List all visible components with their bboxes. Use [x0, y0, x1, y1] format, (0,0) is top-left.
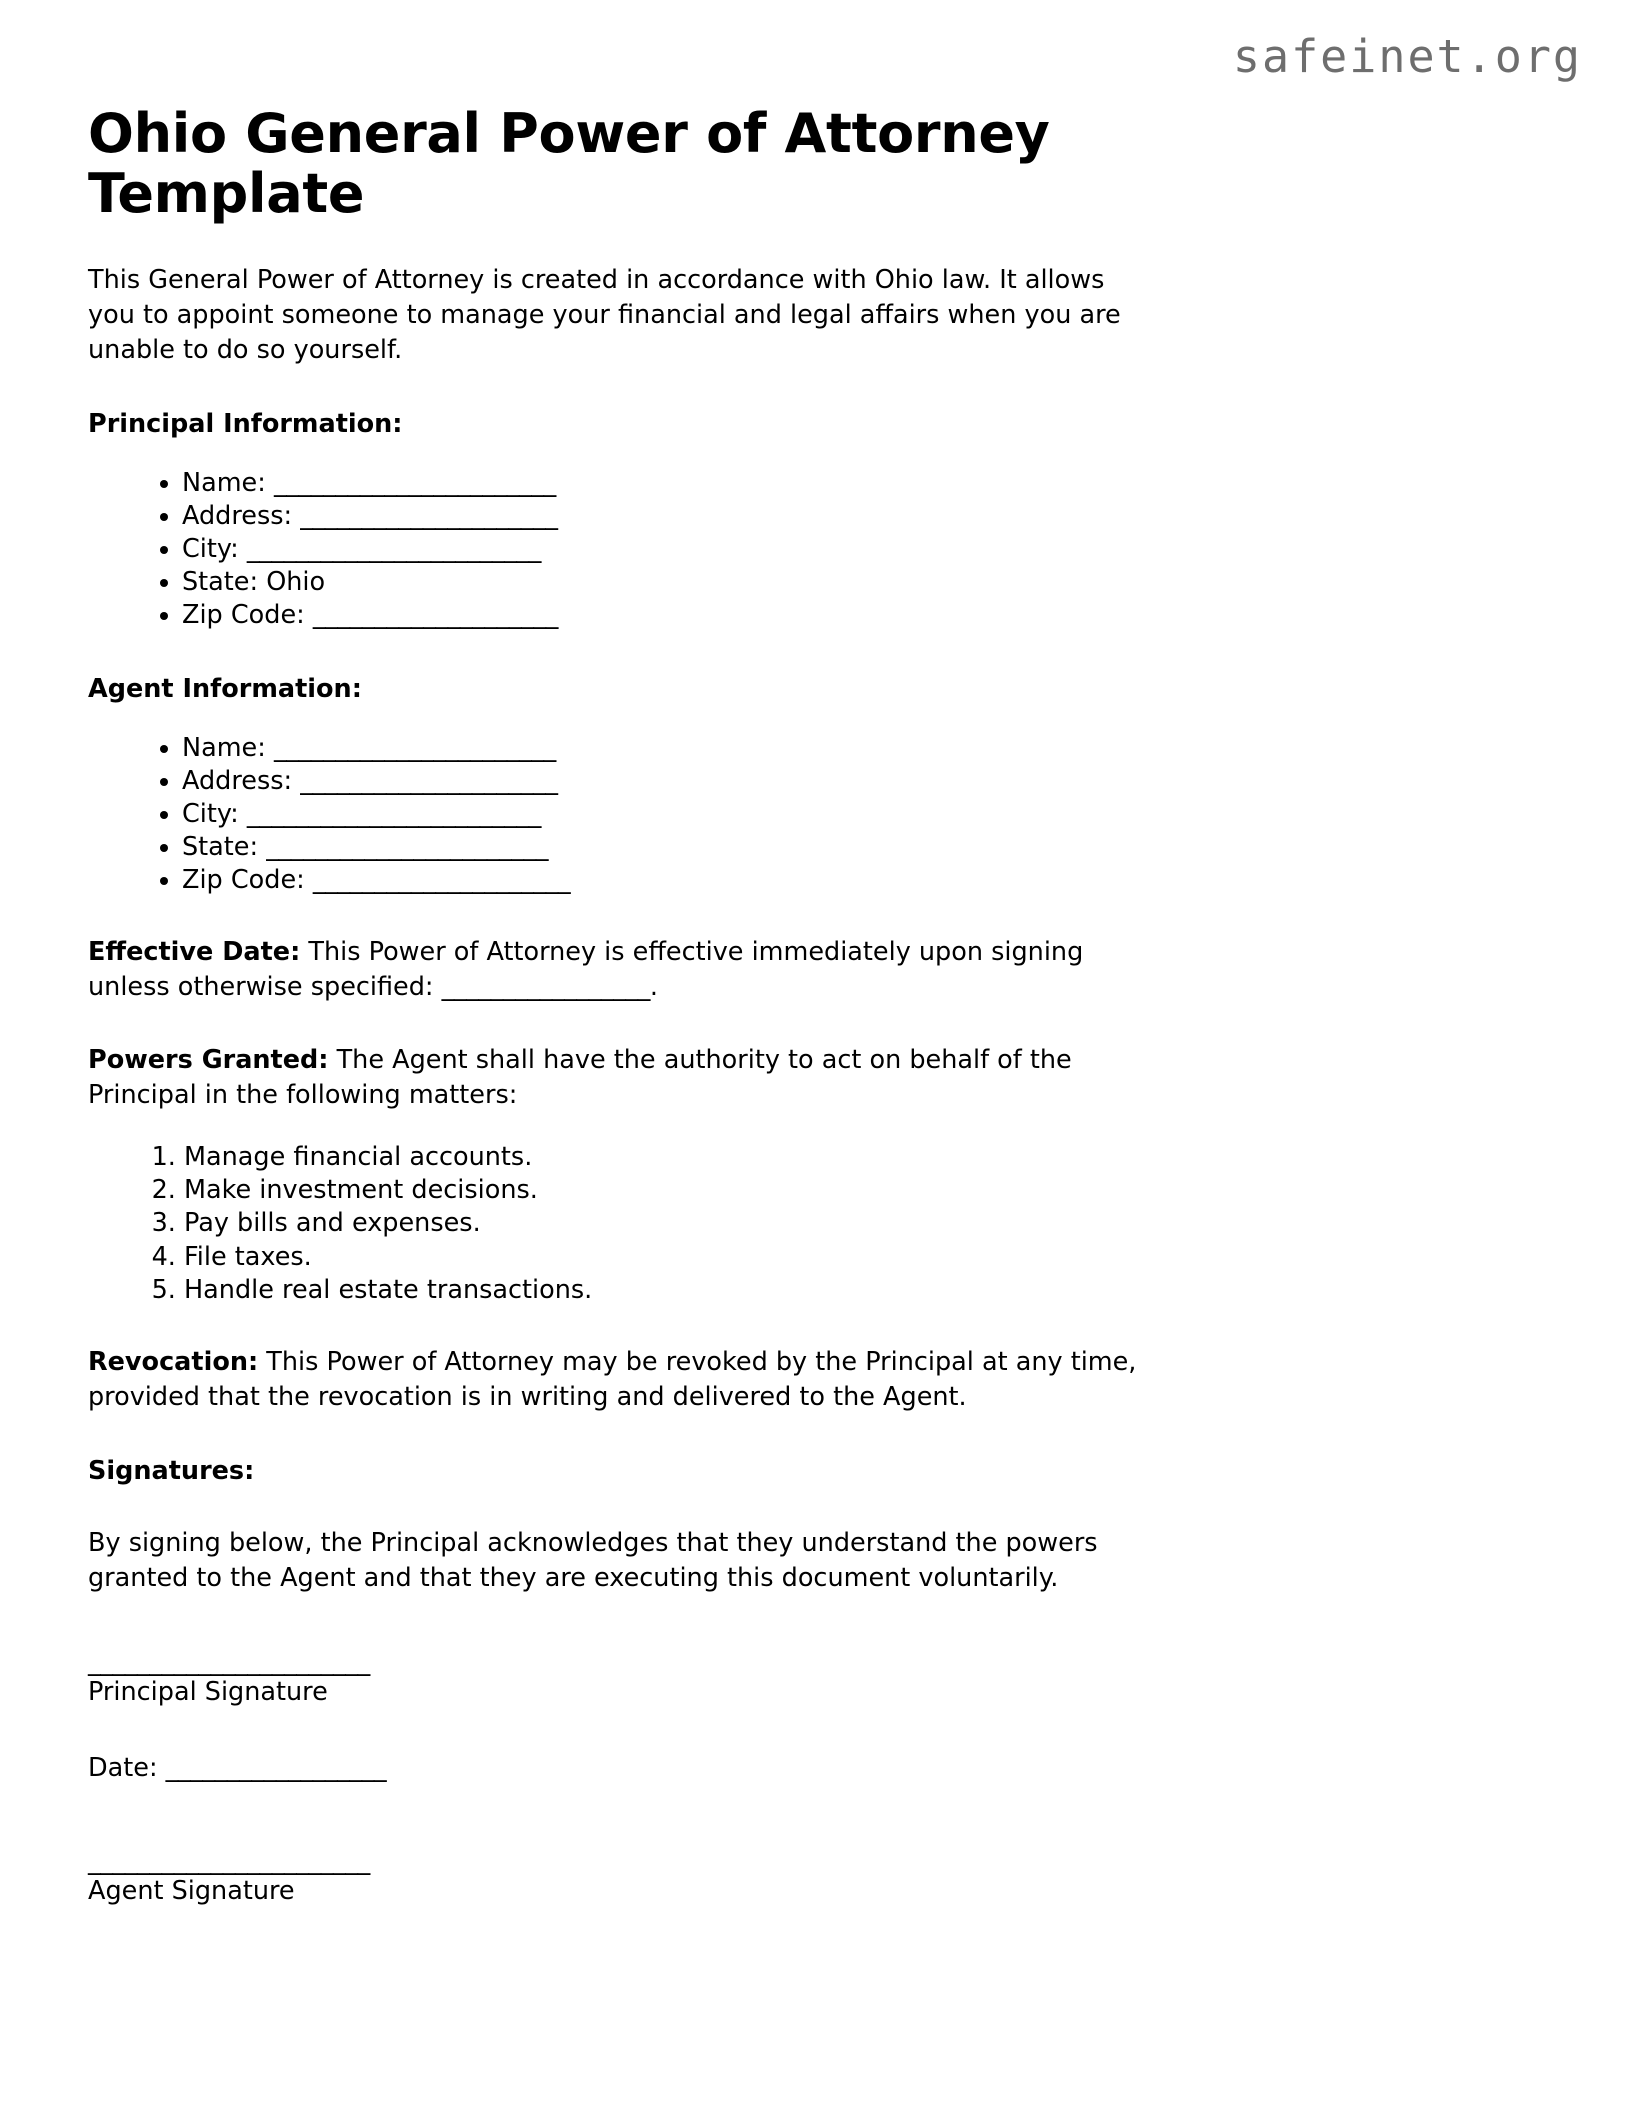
- effective-date-label: Effective Date:: [88, 937, 301, 968]
- principal-information-heading: Principal Information:: [88, 408, 403, 439]
- list-item: [182, 831, 1556, 864]
- list-item: [182, 599, 1556, 632]
- list-item: [182, 533, 1556, 566]
- page-title: Ohio General Power of Attorney Template: [88, 102, 1050, 226]
- list-item: 3. Pay bills and expenses.: [184, 1207, 1556, 1240]
- field-value: _______________________: [266, 832, 548, 863]
- list-item: [182, 467, 1556, 500]
- field-label: Name:: [182, 467, 266, 498]
- field-value: ________________________: [246, 534, 541, 565]
- field-label: Zip Code:: [182, 600, 305, 631]
- list-item: [182, 798, 1556, 831]
- revocation-label: Revocation:: [88, 1346, 259, 1377]
- revocation-body: This Power of Attorney may be revoked by the Principal at any time, provided that the revocation is in writing and delivered to the Agent.: [88, 1346, 1137, 1412]
- list-item: [182, 732, 1556, 765]
- intro-paragraph: This General Power of Attorney is created in accordance with Ohio law. It allows you to appoint someone to manage your financial and legal affairs when you are unable to do so yourself.: [88, 264, 1121, 365]
- signatures-heading: Signatures:: [88, 1455, 255, 1486]
- field-value: ________________________: [246, 798, 541, 829]
- date-label: Date:: [88, 1752, 166, 1783]
- field-value: Ohio: [266, 567, 326, 598]
- field-value: _______________________: [273, 732, 556, 763]
- agent-information-heading: Agent Information:: [88, 673, 362, 704]
- field-label: Name:: [182, 732, 266, 763]
- revocation-paragraph: [88, 1345, 1158, 1415]
- field-label: State:: [182, 567, 259, 598]
- powers-granted-body: The Agent shall have the authority to act on behalf of the Principal in the following matters:: [88, 1045, 1072, 1111]
- field-value: _______________________: [273, 467, 556, 498]
- effective-date-paragraph: [88, 935, 1158, 1005]
- list-item: [182, 566, 1556, 599]
- agent-signature-block: [88, 1847, 1556, 1908]
- effective-date-body: This Power of Attorney is effective immediately upon signing unless otherwise specified:: [88, 937, 1084, 1003]
- site-watermark: safeinet.org: [1232, 30, 1582, 83]
- principal-date-field: [88, 1753, 1556, 1785]
- field-value: _____________________: [312, 865, 571, 896]
- list-item: [182, 500, 1556, 533]
- field-label: Address:: [182, 500, 293, 531]
- powers-granted-paragraph: [88, 1043, 1158, 1113]
- agent-signature-line: _______________________: [88, 1845, 370, 1876]
- principal-information-list: [88, 467, 1556, 633]
- principal-signature-label: Principal Signature: [88, 1676, 328, 1707]
- agent-information-list: [88, 732, 1556, 898]
- field-value: _____________________: [300, 500, 558, 531]
- field-label: City:: [182, 798, 239, 829]
- list-item: 4. File taxes.: [184, 1241, 1556, 1274]
- list-item: 5. Handle real estate transactions.: [184, 1274, 1556, 1307]
- date-blank: __________________: [165, 1752, 387, 1783]
- agent-signature-label: Agent Signature: [88, 1875, 295, 1906]
- principal-signature-block: [88, 1648, 1556, 1785]
- list-item: 1. Manage financial accounts.: [184, 1141, 1556, 1174]
- principal-signature-line: _______________________: [88, 1646, 370, 1677]
- list-item: [182, 864, 1556, 897]
- list-item: 2. Make investment decisions.: [184, 1174, 1556, 1207]
- field-value: ____________________: [312, 600, 558, 631]
- field-label: City:: [182, 534, 239, 565]
- list-item: [182, 765, 1556, 798]
- powers-granted-label: Powers Granted:: [88, 1045, 329, 1076]
- effective-date-blank: _________________: [441, 972, 650, 1003]
- field-label: State:: [182, 832, 259, 863]
- signature-acknowledgement: By signing below, the Principal acknowledges that they understand the powers granted to the Agent and that they are executing this document voluntarily.: [88, 1527, 1098, 1593]
- field-label: Zip Code:: [182, 865, 305, 896]
- powers-granted-list: [88, 1141, 1556, 1307]
- field-label: Address:: [182, 765, 293, 796]
- field-value: _____________________: [300, 765, 558, 796]
- effective-date-terminator: .: [649, 972, 658, 1003]
